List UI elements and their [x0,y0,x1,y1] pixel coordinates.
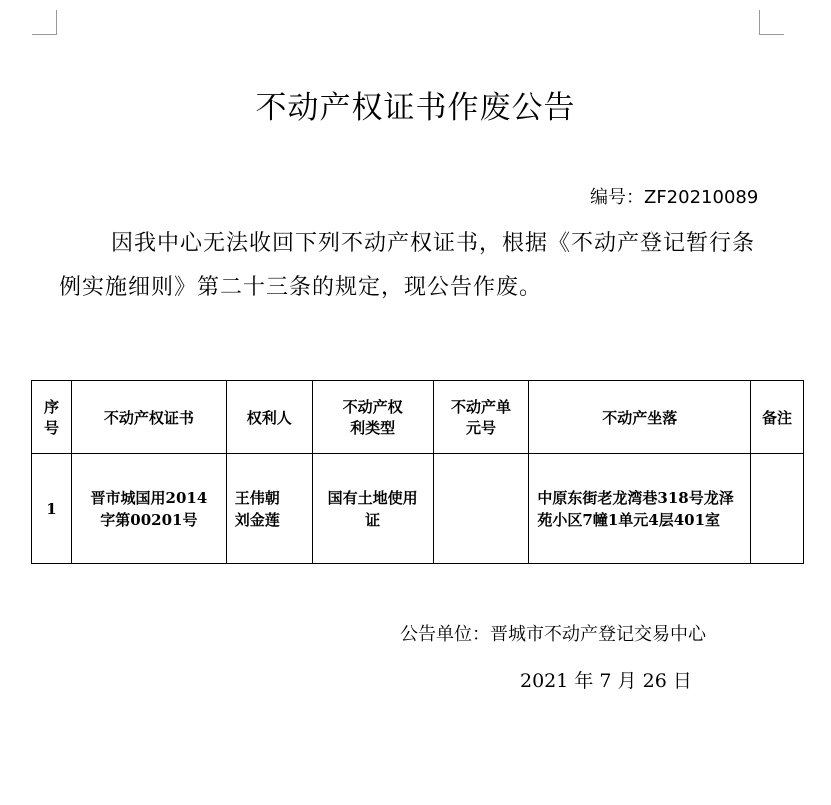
cell-holder: 王伟朝 刘金莲 [226,454,312,564]
notice-title: 不动产权证书作废公告 [255,90,576,126]
document-number: 编号：ZF20210089 [590,187,759,208]
header-unit-no: 不动产单元号 [433,381,529,454]
table-row [32,454,804,564]
cell-seq: 1 [32,454,72,564]
cell-remark [751,454,804,564]
table-header-row [32,381,804,454]
header-certificate: 不动产权证书 [71,381,226,454]
notice-date: 2021 年 7 月 26 日 [520,670,692,692]
header-seq: 序号 [32,381,72,454]
cell-right-type: 国有土地使用证 [312,454,433,564]
notice-paragraph: 因我中心无法收回下列不动产权证书，根据《不动产登记暂行条例实施细则》第二十三条的规定，现公告作废。 [59,231,756,300]
cell-certificate: 晋市城国用2014字第00201号 [71,454,226,564]
header-location: 不动产坐落 [529,381,751,454]
void-certificates-table [31,380,804,564]
header-holder: 权利人 [226,381,312,454]
cell-unit-no [433,454,529,564]
cell-location: 中原东街老龙湾巷318号龙泽苑小区7幢1单元4层401室 [529,454,751,564]
header-right-type: 不动产权利类型 [312,381,433,454]
page-corner-mark-top-left [32,10,57,35]
page-corner-mark-top-right [759,10,784,35]
issuing-unit: 公告单位：晋城市不动产登记交易中心 [400,624,706,645]
header-remark: 备注 [751,381,804,454]
